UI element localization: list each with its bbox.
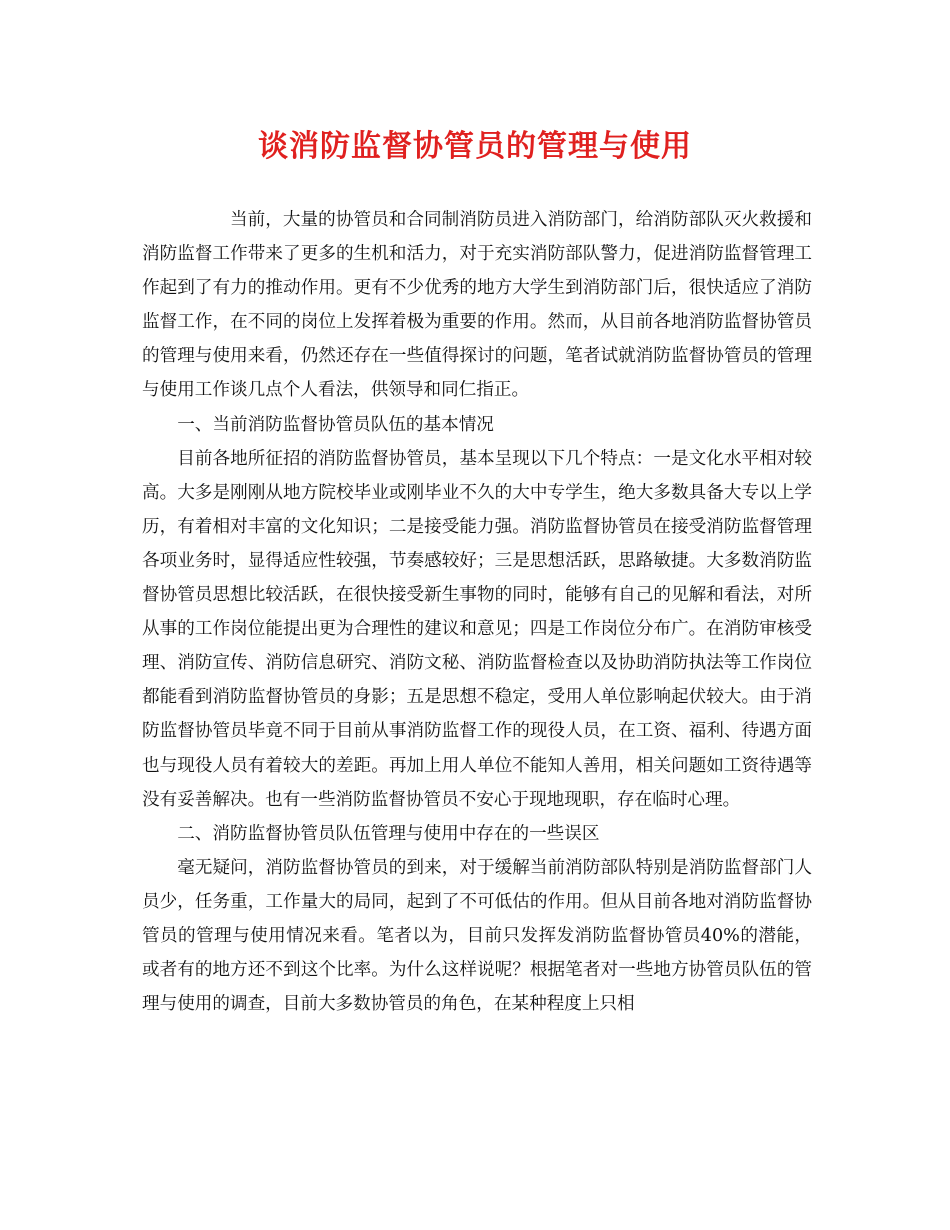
section-1-paragraph: 目前各地所征招的消防监督协管员，基本呈现以下几个特点：一是文化水平相对较高。大多是刚刚从地方院校毕业或刚毕业不久的大中专学生，绝大多数具备大专以上学历，有着相对丰富的文化知识；二是接受能力强。消防监督协管员在接受消防监督管理各项业务时，显得适应性较强，节奏感较好；三是思想活跃，思路敏捷。大多数消防监督协管员思想比较活跃，在很快接受新生事物的同时，能够有自己的见解和看法，对所从事的工作岗位能提出更为合理性的建议和意见；四是工作岗位分布广。在消防审核受理、消防宣传、消防信息研究、消防文秘、消防监督检查以及协助消防执法等工作岗位都能看到消防监督协管员的身影；五是思想不稳定，受用人单位影响起伏较大。由于消防监督协管员毕竟不同于目前从事消防监督工作的现役人员，在工资、福利、待遇方面也与现役人员有着较大的差距。再加上用人单位不能知人善用，相关问题如工资待遇等没有妥善解决。也有一些消防监督协管员不安心于现地现职，存在临时心理。 (142, 448, 812, 810)
intro-paragraph: 当前，大量的协管员和合同制消防员进入消防部门，给消防部队灭火救援和消防监督工作带来了更多的生机和活力，对于充实消防部队警力，促进消防监督管理工作起到了有力的推动作用。更有不少优秀的地方大学生到消防部门后，很快适应了消防监督工作，在不同的岗位上发挥着极为重要的作用。然而，从目前各地消防监督协管员的管理与使用来看，仍然还存在一些值得探讨的问题，笔者试就消防监督协管员的管理与使用工作谈几点个人看法，供领导和同仁指正。 (142, 210, 812, 401)
section-heading-2: 二、消防监督协管员队伍管理与使用中存在的一些误区 (177, 823, 600, 844)
section-2-paragraph: 毫无疑问，消防监督协管员的到来，对于缓解当前消防部队特别是消防监督部门人员少，任务重，工作量大的局同，起到了不可低估的作用。但从目前各地对消防监督协管员的管理与使用情况来看。笔者以为，目前只发挥发消防监督协管员40%的潜能，或者有的地方还不到这个比率。为什么这样说呢？根据笔者对一些地方协管员队伍的管理与使用的调查，目前大多数协管员的角色，在某种程度上只相 (142, 857, 812, 1015)
document-body (142, 203, 812, 1021)
section-heading-1: 一、当前消防监督协管员队伍的基本情况 (177, 414, 494, 435)
document-title: 谈消防监督协管员的管理与使用 (258, 129, 692, 164)
